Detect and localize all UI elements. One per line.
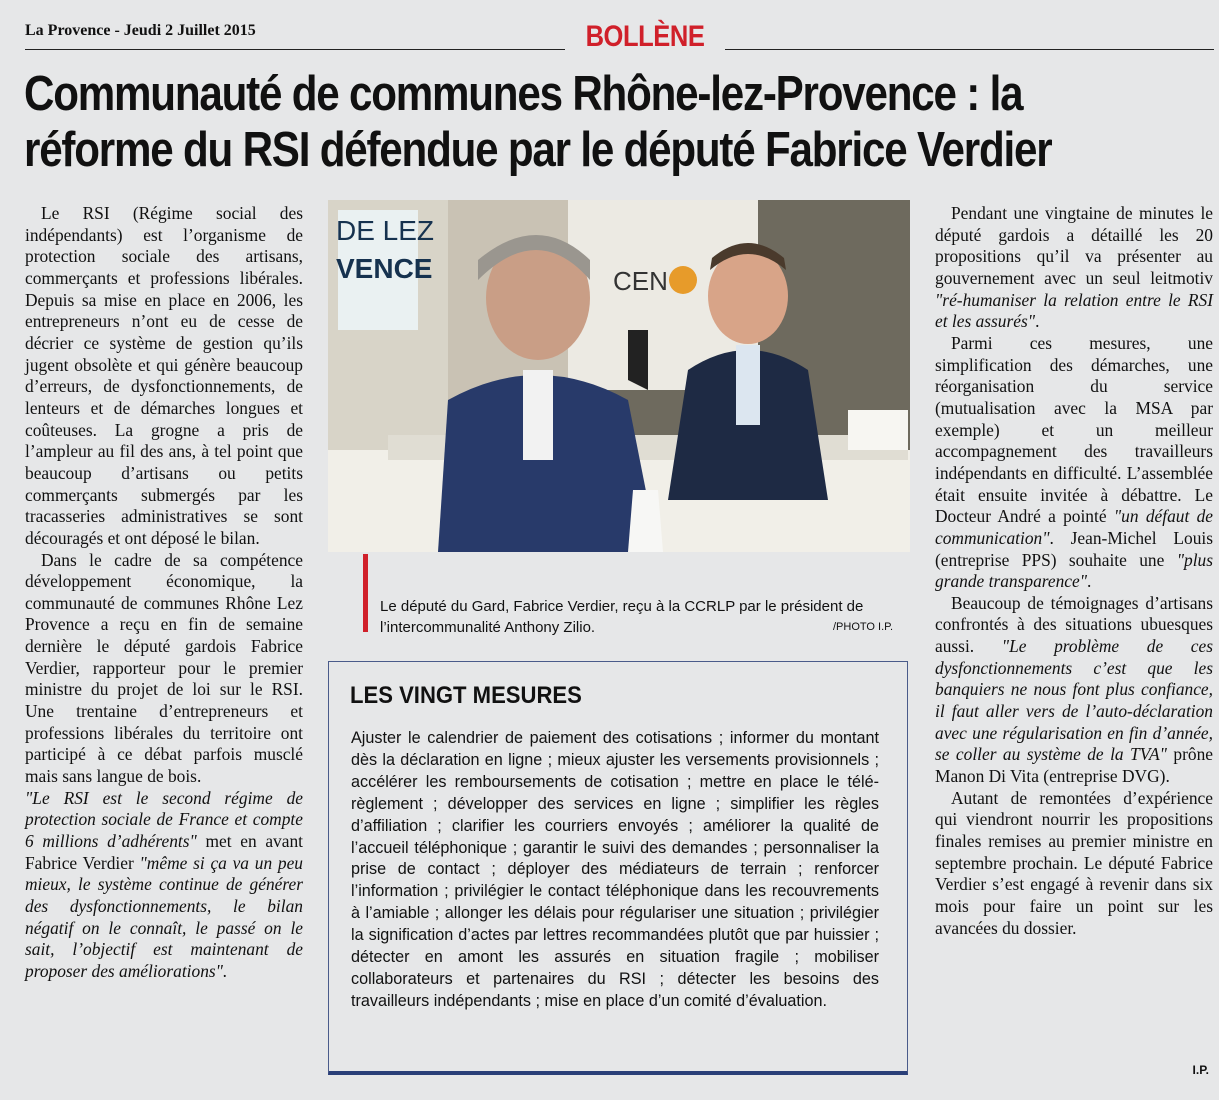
sidebar-title: LES VINGT MESURES [350,682,582,709]
photo-illustration [328,200,910,552]
quote: "Le RSI est le second régime de protection sociale de France et compte 6 millions d’adhérents" [25,787,303,852]
signature: I.P. [1192,1063,1209,1077]
headline-line-2: réforme du RSI défendue par le député Fabrice Verdier [24,123,1052,177]
text: . [1035,311,1040,332]
sidebar-body: Ajuster le calendrier de paiement des cotisations ; informer du montant dès la déclaration en ligne ; mieux ajuster les versements provisionnels ; accélérer les remboursements de cotisation ; mettre en place le télé-règlement ; développer des services en ligne ; simplifier les règles d’affiliation ; clarifier les courriers envoyés ; améliorer la qualité de l’accueil téléphonique ; garantir le suivi des demandes ; personnaliser la prise de contact ; déployer des médiateurs de terrain ; renforcer l’information ; privilégier le contact téléphonique dans les recouvrements à l’amiable ; allonger les délais pour régulariser une situation ; privilégier la signification d’actes par lettres recommandées plutôt que par huissier ; détecter en amont les assurés en situation fragile ; mobiliser collaborateurs et partenaires du RSI ; détecter les besoins des travailleurs indépendants ; mise en place d’un comité d’évaluation. [351,729,879,1010]
text: Beaucoup de témoignages d’artisans confrontés à des situations ubuesques aussi. [935,592,1213,657]
text: Pendant une vingtaine de minutes le député gardois a détaillé les 20 propositions qu’il va présenter au gouvernement avec un seul leitmotiv [935,203,1213,288]
quote-paragraph [25,788,303,983]
text: prône Manon Di Vita (entreprise DVG). [935,744,1213,787]
paragraph [935,203,1213,333]
news-photo [328,200,910,552]
masthead-rule [25,49,565,50]
caption-marker [363,554,368,632]
sign-text-1: DE LEZ [336,215,435,246]
paragraph [935,593,1213,788]
banner-text: CEN [613,266,668,296]
text: . Jean-Michel Louis (entreprise PPS) souhaite une [935,527,1213,570]
quote: "même si ça va un peu mieux, le système continue de générer des dysfonctionnements, le bilan négatif on le connaît, le passé on le sait, l’objectif est maintenant de proposer des améliorations". [25,852,303,981]
text: Parmi ces mesures, une simplification des démarches, une réorganisation du service (mutualisation avec la MSA par exemple) et un meilleur accompagnement des travailleurs indépendants en difficulté. L’assemblée était ensuite invitée à débattre. Le Docteur André a pointé [935,332,1213,527]
quote: "ré-humaniser la relation entre le RSI et les assurés" [935,289,1213,332]
quote: "un défaut de communication" [935,506,1213,548]
masthead: La Provence - Jeudi 2 Juillet 2015 [25,22,256,39]
sign-text-2: VENCE [336,253,433,284]
paragraph [935,333,1213,593]
quote: "Le problème de ces dysfonctionnements c’est que les banquiers ne nous font plus confiance, il faut aller vers de l’auto-déclaration avec une régularisation en fin d’année, se coller au système de la TVA" [935,636,1213,765]
headline-line-1: Communauté de communes Rhône-lez-Provence : la [24,67,1023,121]
photo-credit: /PHOTO I.P. [833,621,894,633]
paragraph: Dans le cadre de sa compétence développement économique, la communauté de communes Rhône Lez Provence a reçu en fin de semaine dernière le député gardois Fabrice Verdier, rapporteur pour le premier ministre du projet de loi sur le RSI. Une trentaine d’entrepreneurs et professions libérales du territoire ont participé à ce débat parfois musclé mais sans langue de bois. [25,549,303,787]
section-label: BOLLÈNE [585,20,705,53]
paragraph: Le RSI (Régime social des indépendants) est l’organisme de protection sociale des artisans, commerçants et professions libérales. Depuis sa mise en place en 2006, les entrepreneurs n’ont eu de cesse de décrier ce système de gestion qu’ils jugent obsolète et qui génère beaucoup d’erreurs, de dysfonctionnements, de lenteurs et de démarches longues et coûteuses. La grogne a pris de l’ampleur au fil des ans, à tel point que beaucoup d’artisans ou petits commerçants submergés par les tracasseries administratives se sont découragés et ont déposé le bilan. [25,203,303,548]
column-left [25,203,303,983]
photo-caption: Le député du Gard, Fabrice Verdier, reçu à la CCRLP par le président de l’intercommunalité Anthony Zilio. [380,598,864,636]
column-right [935,203,1213,939]
text: . [1087,571,1092,592]
attribution: met en avant Fabrice Verdier [25,831,303,873]
quote: "plus grande transparence" [935,549,1213,592]
masthead-rule-right [725,49,1214,50]
paragraph: Autant de remontées d’expérience qui viendront nourrir les propositions finales remises au premier ministre en septembre prochain. Le député Fabrice Verdier s’est engagé à revenir dans six mois pour faire un point sur les avancées du dossier. [935,787,1213,938]
headline [24,66,1052,178]
